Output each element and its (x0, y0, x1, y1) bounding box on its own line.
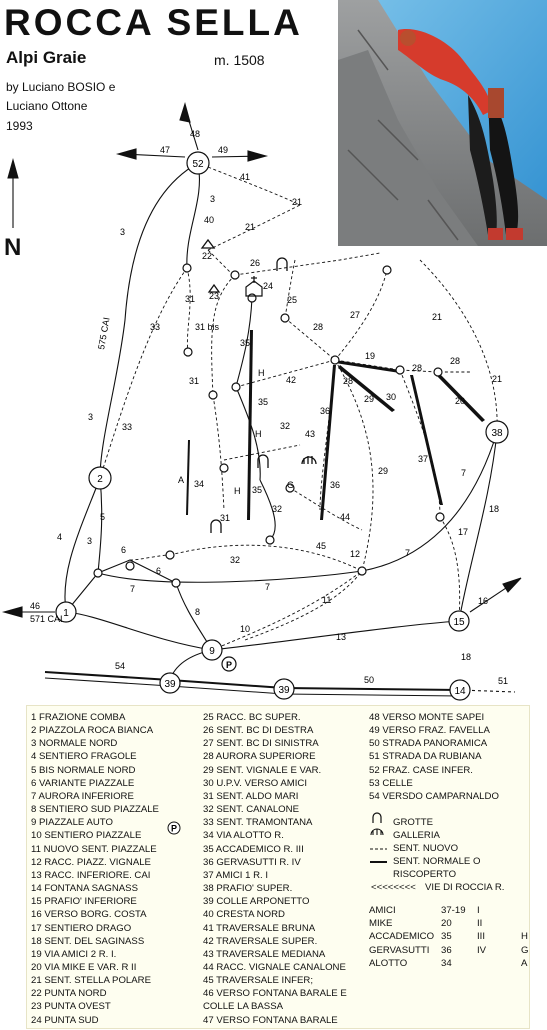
legend-col1-item: 7 AURORA INFERIORE (31, 790, 134, 802)
svg-text:46: 46 (30, 601, 41, 611)
legend-vie-roccia: VIE DI ROCCIA R. (425, 882, 505, 893)
route-44 (290, 488, 362, 530)
legend-col2-item: 42 TRAVERSALE SUPER. (203, 935, 318, 947)
legend-col2-item: 44 RACC. VIGNALE CANALONE (203, 961, 346, 973)
legend-col2-item: 34 VIA ALOTTO R. (203, 830, 284, 842)
legend-col3-item: 48 VERSO MONTE SAPEI (369, 712, 485, 723)
svg-text:40: 40 (204, 215, 215, 225)
legend-sent-nuovo: SENT. NUOVO (393, 843, 459, 854)
grade-routes: 37-19 (441, 905, 466, 916)
legend-col2-item: 29 SENT. VIGNALE E VAR. (203, 764, 322, 776)
node-label-38: 38 (491, 428, 503, 439)
node-label-1: 1 (63, 608, 69, 619)
grade-letter: G (521, 944, 529, 956)
svg-text:50: 50 (364, 675, 375, 685)
legend-col1-item: 22 PUNTA NORD (31, 988, 107, 1000)
svg-text:H: H (258, 368, 265, 378)
svg-text:41: 41 (240, 172, 251, 182)
svg-text:6: 6 (156, 566, 162, 576)
climb-route-34 (186, 440, 190, 515)
svg-text:25: 25 (287, 295, 298, 305)
legend-col2-item: 32 SENT. CANALONE (203, 804, 299, 816)
svg-text:49: 49 (218, 145, 229, 155)
route-27 (335, 270, 387, 360)
climb-route-30 (338, 365, 395, 412)
svg-text:28: 28 (412, 363, 423, 373)
svg-text:31: 31 (220, 513, 231, 523)
route-43 (224, 445, 300, 460)
svg-text:32: 32 (230, 555, 241, 565)
legend-col2-item: 47 VERSO FONTANA BARALE (203, 1014, 338, 1026)
svg-text:H: H (255, 429, 262, 439)
svg-text:37: 37 (418, 454, 429, 464)
svg-text:23: 23 (209, 291, 220, 301)
route-37 (400, 370, 440, 517)
svg-text:P: P (170, 823, 178, 834)
svg-text:21: 21 (492, 374, 503, 384)
legend-panel (26, 705, 530, 1029)
route-21e (420, 260, 497, 432)
route-8 (176, 583, 212, 650)
chapel-icon (246, 276, 262, 296)
svg-text:32: 32 (280, 421, 291, 431)
svg-text:P: P (225, 660, 233, 670)
svg-text:35: 35 (258, 397, 269, 407)
grade-routes: 34 (441, 957, 452, 969)
route-7 (98, 432, 500, 582)
svg-text:18: 18 (489, 504, 500, 514)
grade-name: ACCADEMICO (369, 931, 435, 943)
legend-col2-item: 27 SENT. BC DI SINISTRA (203, 738, 319, 750)
legend-riscoperto: RISCOPERTO (393, 869, 457, 880)
route-3-north (187, 163, 200, 268)
legend-col1-item: 19 VIA AMICI 2 R. I. (31, 948, 117, 960)
grade-grade: II (477, 918, 483, 930)
climb-route-37 (410, 375, 443, 505)
legend-col1-item: 18 SENT. DEL SAGINASS (31, 935, 145, 947)
legend-col1-item: 16 VERSO BORG. COSTA (31, 909, 147, 921)
svg-text:16: 16 (478, 596, 489, 606)
svg-text:36: 36 (320, 406, 331, 416)
grade-routes: 35 (441, 931, 452, 943)
legend-col3-item: 49 VERSO FRAZ. FAVELLA (369, 725, 490, 737)
svg-text:3: 3 (88, 412, 94, 422)
svg-text:19: 19 (365, 351, 376, 361)
legend-col2-item: 37 AMICI 1 R. I (203, 869, 269, 881)
legend-col1-item: 6 VARIANTE PIAZZALE (31, 777, 135, 789)
legend-col1-item: 10 SENTIERO PIAZZALE (31, 830, 142, 842)
route-3-west (100, 163, 198, 478)
node-label-14: 14 (454, 686, 466, 697)
peak-triangle-icon (202, 240, 214, 248)
svg-text:44: 44 (340, 512, 351, 522)
svg-text:54: 54 (115, 661, 126, 671)
legend-col1-item: 5 BIS NORMALE NORD (31, 764, 136, 776)
svg-text:31 bis: 31 bis (195, 322, 220, 332)
svg-text:20: 20 (455, 396, 466, 406)
svg-text:7: 7 (405, 548, 411, 558)
legend-col2-item: 31 SENT. ALDO MARI (203, 790, 299, 802)
legend-col3-item: 52 FRAZ. CASE INFER. (369, 764, 473, 776)
road-50 (45, 672, 460, 690)
legend-col2-item: 28 AURORA SUPERIORE (203, 751, 316, 763)
svg-text:31: 31 (185, 294, 196, 304)
node-label-52b: 39 (278, 685, 290, 696)
legend-col2-item: 30 U.P.V. VERSO AMICI (203, 777, 307, 789)
route-5 (98, 478, 102, 573)
svg-text:12: 12 (350, 549, 361, 559)
route-11 (245, 571, 362, 640)
grade-row (369, 944, 529, 957)
grade-name: GERVASUTTI (369, 944, 430, 956)
legend-col2-item: 33 SENT. TRAMONTANA (203, 817, 313, 829)
road-50b (45, 678, 460, 696)
svg-text:3: 3 (87, 536, 93, 546)
svg-text:43: 43 (305, 429, 316, 439)
legend-col1-item: 11 NUOVO SENT. PIAZZALE (31, 843, 157, 855)
legend-col3-item: 50 STRADA PANORAMICA (369, 738, 488, 750)
legend-col1-item: 21 SENT. STELLA POLARE (31, 975, 151, 987)
legend-col2-item: 35 ACCADEMICO R. III (203, 843, 304, 855)
svg-text:33: 33 (122, 422, 133, 432)
route-17 (440, 517, 460, 621)
elevation-label: m. 1508 (214, 52, 265, 68)
svg-text:H: H (234, 486, 241, 496)
route-33 (100, 268, 187, 478)
node-label-39: 52 (192, 159, 204, 170)
legend-col1-item: 9 PIAZZALE AUTO (31, 817, 113, 829)
svg-text:30: 30 (386, 392, 397, 402)
legend-column-3 (369, 711, 499, 803)
svg-text:3: 3 (120, 227, 126, 237)
cave-icon (211, 520, 221, 533)
legend-climb-marks: <<<<<<<< (371, 882, 416, 893)
svg-text:4: 4 (57, 532, 63, 542)
svg-text:24: 24 (263, 281, 274, 291)
route-46-link (66, 612, 212, 650)
grade-letter: H (521, 931, 528, 943)
svg-text:7: 7 (461, 468, 467, 478)
svg-text:29: 29 (378, 466, 389, 476)
legend-col2-item: 43 TRAVERSALE MEDIANA (203, 948, 326, 960)
svg-text:571 CAI: 571 CAI (30, 614, 63, 624)
legend-col1-item: 15 PRAFIO' INFERIORE (31, 896, 137, 908)
cave-icon (373, 813, 381, 823)
legend-col1-item: 3 NORMALE NORD (31, 738, 118, 750)
svg-text:A: A (178, 475, 185, 485)
legend-col1-item: 4 SENTIERO FRAGOLE (31, 751, 137, 763)
legend-col2-item: COLLE LA BASSA (203, 1001, 283, 1013)
svg-text:28: 28 (313, 322, 324, 332)
grade-grade: III (477, 931, 485, 943)
node-label-2: 2 (97, 474, 103, 485)
route-31 (187, 268, 190, 352)
legend-galleria: GALLERIA (393, 830, 440, 841)
svg-text:G: G (287, 480, 295, 490)
map-title: ROCCA SELLA (4, 2, 303, 43)
grade-routes: 36 (441, 944, 452, 956)
svg-text:21: 21 (245, 222, 256, 232)
grade-name: AMICI (369, 905, 396, 916)
legend-col1-item: 2 PIAZZOLA ROCA BIANCA (31, 725, 154, 737)
grade-letter: A (521, 957, 528, 969)
node-label-52a: 39 (164, 679, 176, 690)
svg-text:13: 13 (336, 632, 347, 642)
parking-icon (222, 657, 236, 671)
legend-col1-item: 1 FRAZIONE COMBA (31, 712, 126, 723)
credit-line-2: Luciano Ottone (6, 99, 88, 113)
node-label-9: 9 (209, 646, 215, 657)
svg-text:575 CAI: 575 CAI (96, 316, 112, 351)
legend-col2-item: 40 CRESTA NORD (203, 909, 285, 921)
svg-text:3: 3 (210, 194, 216, 204)
legend-col2-item: 25 RACC. BC SUPER. (203, 712, 301, 723)
svg-text:22: 22 (202, 251, 213, 261)
svg-text:33: 33 (150, 322, 161, 332)
svg-text:7: 7 (265, 582, 271, 592)
grade-row (369, 930, 529, 943)
route-6 (130, 555, 170, 560)
legend-col1-item: 8 SENTIERO SUD PIAZZALE (31, 804, 159, 816)
legend-grotte: GROTTE (393, 817, 433, 828)
svg-text:45: 45 (316, 541, 327, 551)
svg-text:35: 35 (240, 338, 251, 348)
credit-line-1: by Luciano BOSIO e (6, 80, 116, 94)
svg-text:34: 34 (194, 479, 205, 489)
svg-text:48: 48 (190, 129, 201, 139)
legend-col2-item: 38 PRAFIO' SUPER. (203, 883, 293, 895)
north-label: N (4, 234, 22, 261)
grade-row (369, 917, 529, 930)
grade-table (369, 904, 529, 970)
gallery-icon (371, 829, 383, 835)
svg-text:21: 21 (292, 197, 303, 207)
route-45 (170, 545, 362, 571)
svg-text:31: 31 (189, 376, 200, 386)
parking-icon (167, 821, 181, 835)
grade-name: MIKE (369, 918, 393, 930)
legend-col1-item: 24 PUNTA SUD (31, 1014, 99, 1026)
grade-routes: 20 (441, 918, 452, 930)
climb-route-36 (320, 365, 336, 520)
svg-text:36: 36 (330, 480, 341, 490)
svg-text:28: 28 (450, 356, 461, 366)
legend-col2-item: 36 GERVASUTTI R. IV (203, 856, 301, 868)
credit-year: 1993 (6, 119, 33, 133)
legend-col1-item: 17 SENTIERO DRAGO (31, 922, 132, 934)
svg-text:18: 18 (461, 652, 472, 662)
legend-col1-item: 20 VIA MIKE E VAR. R II (31, 961, 137, 973)
legend-col1-item: 23 PUNTA OVEST (31, 1001, 111, 1013)
svg-text:47: 47 (160, 145, 171, 155)
map-subtitle: Alpi Graie (6, 48, 87, 67)
svg-text:35: 35 (252, 485, 263, 495)
svg-text:10: 10 (240, 624, 251, 634)
legend-col3-item: 54 VERSDO CAMPARNALDO (369, 790, 499, 802)
legend-column-1 (31, 711, 178, 1027)
svg-text:8: 8 (195, 607, 201, 617)
legend-col1-item: 12 RACC. PIAZZ. VIGNALE (31, 856, 151, 868)
grade-name: ALOTTO (369, 957, 408, 969)
cave-icon (277, 258, 287, 271)
svg-text:7: 7 (130, 584, 136, 594)
svg-text:27: 27 (350, 310, 361, 320)
svg-text:42: 42 (286, 375, 297, 385)
legend-col2-item: 41 TRAVERSALE BRUNA (203, 922, 316, 934)
legend-col2-item: 26 SENT. BC DI DESTRA (203, 725, 314, 737)
svg-text:5: 5 (100, 512, 106, 522)
legend-col2-item: 45 TRAVERSALE INFER; (203, 975, 314, 987)
climber-photo (338, 0, 547, 246)
legend-col2-item: 46 VERSO FONTANA BARALE E (203, 988, 347, 1000)
svg-text:29: 29 (364, 394, 375, 404)
legend-col2-item: 39 COLLE ARPONETTO (203, 896, 310, 908)
grade-grade: IV (477, 944, 487, 956)
legend-col3-item: 51 STRADA DA RUBIANA (369, 751, 482, 763)
svg-text:11: 11 (322, 595, 332, 605)
grade-grade: I (477, 905, 480, 916)
node-label-15: 15 (453, 617, 465, 628)
svg-text:26: 26 (250, 258, 261, 268)
legend-column-2 (203, 711, 347, 1027)
svg-text:51: 51 (498, 676, 509, 686)
svg-text:6: 6 (121, 545, 127, 555)
grade-row (369, 904, 529, 917)
svg-text:17: 17 (458, 527, 469, 537)
svg-text:32: 32 (272, 504, 283, 514)
grade-row (369, 957, 529, 970)
gallery-icon (302, 456, 316, 464)
legend-col1-item: 13 RACC. INFERIORE. CAI (31, 869, 151, 881)
legend-sent-normale: SENT. NORMALE O (393, 856, 481, 867)
legend-col1-item: 14 FONTANA SAGNASS (31, 883, 138, 895)
legend-col3-item: 53 CELLE (369, 777, 413, 789)
svg-text:28: 28 (343, 376, 354, 386)
svg-text:21: 21 (432, 312, 443, 322)
